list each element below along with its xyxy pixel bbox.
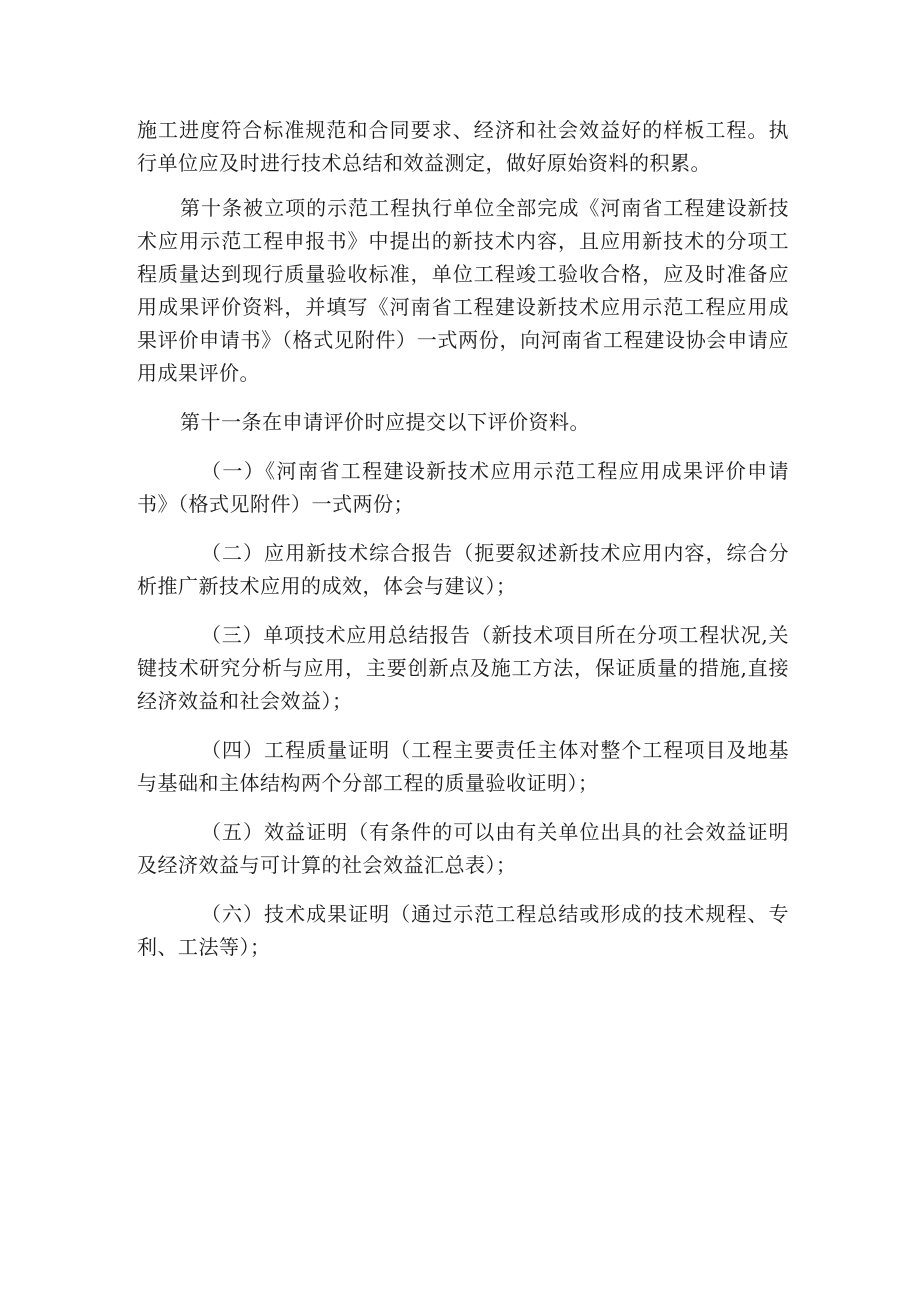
list-item-2: （二）应用新技术综合报告（扼要叙述新技术应用内容，综合分析推广新技术应用的成效，体会与建议）； <box>137 541 789 598</box>
list-item-1: （一）《河南省工程建设新技术应用示范工程应用成果评价申请书》（格式见附件）一式两份； <box>137 459 789 516</box>
list-item-6: （六）技术成果证明（通过示范工程总结或形成的技术规程、专利、工法等）； <box>137 902 789 959</box>
list-item-4: （四）工程质量证明（工程主要责任主体对整个工程项目及地基与基础和主体结构两个分部工程的质量验收证明）； <box>137 738 789 795</box>
paragraph-article-10: 第十条被立项的示范工程执行单位全部完成《河南省工程建设新技术应用示范工程申报书》中提出的新技术内容，且应用新技术的分项工程质量达到现行质量验收标准，单位工程竣工验收合格，应及时准备应用成果评价资料，并填写《河南省工程建设新技术应用示范工程应用成果评价申请书》（格式见附件）一式两份，向河南省工程建设协会申请应用成果评价。 <box>137 196 789 385</box>
document-body <box>137 114 789 964</box>
list-item-3: （三）单项技术应用总结报告（新技术项目所在分项工程状况,关键技术研究分析与应用，主要创新点及施工方法，保证质量的措施,直接经济效益和社会效益）； <box>137 623 789 713</box>
paragraph-article-11: 第十一条在申请评价时应提交以下评价资料。 <box>180 410 590 434</box>
list-item-5: （五）效益证明（有条件的可以由有关单位出具的社会效益证明及经济效益与可计算的社会效益汇总表）； <box>137 820 789 877</box>
paragraph-continuation: 施工进度符合标准规范和合同要求、经济和社会效益好的样板工程。执行单位应及时进行技术总结和效益测定，做好原始资料的积累。 <box>137 118 789 175</box>
